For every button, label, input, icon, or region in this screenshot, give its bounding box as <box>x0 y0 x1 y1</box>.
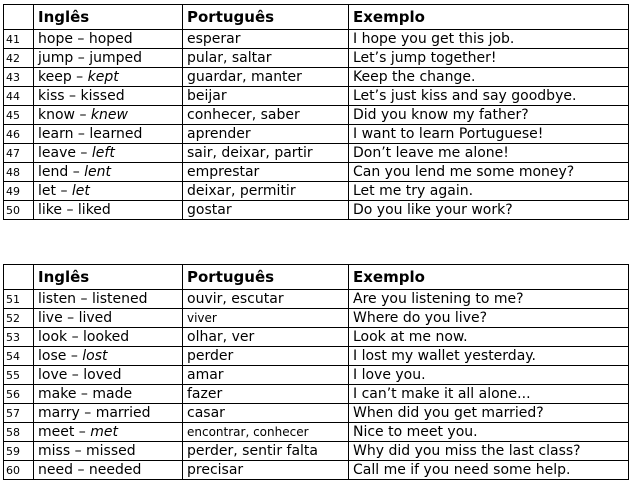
verb-base: live <box>38 309 63 326</box>
verb-past: looked <box>83 328 130 345</box>
verb-separator: – <box>75 106 91 123</box>
table-row <box>4 309 629 328</box>
portuguese-translation: aprender <box>183 125 349 144</box>
verb-separator: – <box>72 30 89 47</box>
table-row <box>4 423 629 442</box>
vocab-table-1 <box>3 4 629 220</box>
verb-past: liked <box>77 201 111 218</box>
table-row <box>4 385 629 404</box>
portuguese-translation: precisar <box>183 461 349 480</box>
verb-forms <box>34 461 183 480</box>
row-number: 59 <box>4 442 34 461</box>
verb-past: kept <box>87 68 119 85</box>
table-row <box>4 404 629 423</box>
verb-separator: – <box>73 49 90 66</box>
verb-base: lose <box>38 347 67 364</box>
table-row <box>4 182 629 201</box>
verb-forms <box>34 125 183 144</box>
verb-separator: – <box>75 144 92 161</box>
verb-separator: – <box>56 182 72 199</box>
header-example: Exemplo <box>349 265 629 290</box>
example-sentence: Did you know my father? <box>349 106 629 125</box>
verb-base: make <box>38 385 77 402</box>
verb-past: kissed <box>80 87 125 104</box>
verb-forms <box>34 404 183 423</box>
example-sentence: I lost my wallet yesterday. <box>349 347 629 366</box>
portuguese-translation: viver <box>183 309 349 328</box>
table-row <box>4 328 629 347</box>
verb-past: knew <box>90 106 128 123</box>
portuguese-translation: pular, saltar <box>183 49 349 68</box>
verb-base: kiss <box>38 87 65 104</box>
example-sentence: Let’s just kiss and say goodbye. <box>349 87 629 106</box>
portuguese-translation: guardar, manter <box>183 68 349 87</box>
verb-forms <box>34 347 183 366</box>
table-row <box>4 347 629 366</box>
table-row <box>4 144 629 163</box>
verb-base: like <box>38 201 63 218</box>
verb-past: left <box>91 144 115 161</box>
portuguese-translation: encontrar, conhecer <box>183 423 349 442</box>
table-row <box>4 49 629 68</box>
verb-past: married <box>95 404 151 421</box>
verb-past: let <box>71 182 90 199</box>
verb-forms <box>34 163 183 182</box>
row-number: 57 <box>4 404 34 423</box>
table-row <box>4 163 629 182</box>
example-sentence: Call me if you need some help. <box>349 461 629 480</box>
example-sentence: Are you listening to me? <box>349 290 629 309</box>
header-portuguese: Português <box>183 265 349 290</box>
verb-forms <box>34 30 183 49</box>
verb-base: listen <box>38 290 77 307</box>
portuguese-translation: deixar, permitir <box>183 182 349 201</box>
verb-forms <box>34 106 183 125</box>
table-row <box>4 68 629 87</box>
example-sentence: I want to learn Portuguese! <box>349 125 629 144</box>
row-number: 55 <box>4 366 34 385</box>
row-number: 58 <box>4 423 34 442</box>
row-number: 43 <box>4 68 34 87</box>
verb-base: let <box>38 182 56 199</box>
example-sentence: I love you. <box>349 366 629 385</box>
portuguese-translation: beijar <box>183 87 349 106</box>
verb-base: learn <box>38 125 74 142</box>
table-row <box>4 461 629 480</box>
row-number: 54 <box>4 347 34 366</box>
example-sentence: I can’t make it all alone... <box>349 385 629 404</box>
example-sentence: Keep the change. <box>349 68 629 87</box>
example-sentence: Let’s jump together! <box>349 49 629 68</box>
example-sentence: Do you like your work? <box>349 201 629 220</box>
verb-past: learned <box>89 125 143 142</box>
header-english: Inglês <box>34 265 183 290</box>
verb-separator: – <box>79 404 96 421</box>
table-header-row <box>4 265 629 290</box>
verb-separator: – <box>62 309 79 326</box>
verb-separator: – <box>62 201 78 218</box>
verb-forms <box>34 201 183 220</box>
table-row <box>4 125 629 144</box>
example-sentence: I hope you get this job. <box>349 30 629 49</box>
verb-base: marry <box>38 404 80 421</box>
verb-base: know <box>38 106 75 123</box>
row-number: 53 <box>4 328 34 347</box>
portuguese-translation: ouvir, escutar <box>183 290 349 309</box>
verb-base: meet <box>38 423 75 440</box>
verb-past: loved <box>83 366 122 383</box>
row-number: 49 <box>4 182 34 201</box>
portuguese-translation: perder <box>183 347 349 366</box>
table-body <box>4 30 629 220</box>
verb-separator: – <box>74 423 91 440</box>
verb-base: look <box>38 328 68 345</box>
portuguese-translation: perder, sentir falta <box>183 442 349 461</box>
verb-past: met <box>90 423 119 440</box>
example-sentence: When did you get married? <box>349 404 629 423</box>
portuguese-translation: olhar, ver <box>183 328 349 347</box>
verb-base: jump <box>38 49 74 66</box>
example-sentence: Why did you miss the last class? <box>349 442 629 461</box>
verb-base: keep <box>38 68 72 85</box>
portuguese-translation: amar <box>183 366 349 385</box>
example-sentence: Let me try again. <box>349 182 629 201</box>
verb-past: made <box>92 385 133 402</box>
verb-separator: – <box>64 87 81 104</box>
verb-separator: – <box>70 442 87 459</box>
header-portuguese: Português <box>183 5 349 30</box>
verb-forms <box>34 144 183 163</box>
verb-forms <box>34 49 183 68</box>
row-number: 48 <box>4 163 34 182</box>
example-sentence: Where do you live? <box>349 309 629 328</box>
verb-base: lend <box>38 163 69 180</box>
row-number: 45 <box>4 106 34 125</box>
example-sentence: Nice to meet you. <box>349 423 629 442</box>
verb-separator: – <box>68 163 85 180</box>
row-number: 51 <box>4 290 34 309</box>
vocab-table-2 <box>3 264 629 480</box>
table-row <box>4 442 629 461</box>
row-number: 46 <box>4 125 34 144</box>
row-number: 44 <box>4 87 34 106</box>
table-row <box>4 87 629 106</box>
verb-separator: – <box>76 290 92 307</box>
verb-separator: – <box>73 461 89 478</box>
verb-forms <box>34 309 183 328</box>
verb-past: hoped <box>88 30 133 47</box>
row-number: 52 <box>4 309 34 328</box>
verb-separator: – <box>71 68 88 85</box>
verb-separator: – <box>67 366 84 383</box>
row-number: 56 <box>4 385 34 404</box>
portuguese-translation: gostar <box>183 201 349 220</box>
verb-past: lost <box>82 347 108 364</box>
example-sentence: Can you lend me some money? <box>349 163 629 182</box>
header-example: Exemplo <box>349 5 629 30</box>
verb-forms <box>34 87 183 106</box>
verb-forms <box>34 328 183 347</box>
row-number: 47 <box>4 144 34 163</box>
verb-base: leave <box>38 144 76 161</box>
verb-separator: – <box>67 328 84 345</box>
portuguese-translation: emprestar <box>183 163 349 182</box>
portuguese-translation: conhecer, saber <box>183 106 349 125</box>
verb-forms <box>34 423 183 442</box>
verb-base: love <box>38 366 68 383</box>
verb-forms <box>34 385 183 404</box>
example-sentence: Don’t leave me alone! <box>349 144 629 163</box>
verb-base: miss <box>38 442 71 459</box>
header-number <box>4 5 34 30</box>
verb-past: missed <box>86 442 136 459</box>
verb-forms <box>34 68 183 87</box>
table-row <box>4 366 629 385</box>
table-row <box>4 106 629 125</box>
header-english: Inglês <box>34 5 183 30</box>
verb-forms <box>34 442 183 461</box>
verb-forms <box>34 366 183 385</box>
row-number: 60 <box>4 461 34 480</box>
table-row <box>4 290 629 309</box>
verb-past: lent <box>84 163 112 180</box>
verb-separator: – <box>76 385 93 402</box>
verb-separator: – <box>66 347 83 364</box>
verb-forms <box>34 290 183 309</box>
portuguese-translation: casar <box>183 404 349 423</box>
verb-past: jumped <box>89 49 142 66</box>
verb-forms <box>34 182 183 201</box>
portuguese-translation: esperar <box>183 30 349 49</box>
portuguese-translation: sair, deixar, partir <box>183 144 349 163</box>
table-header-row <box>4 5 629 30</box>
header-number <box>4 265 34 290</box>
verb-base: need <box>38 461 73 478</box>
verb-base: hope <box>38 30 73 47</box>
portuguese-translation: fazer <box>183 385 349 404</box>
verb-past: listened <box>91 290 148 307</box>
table-row <box>4 30 629 49</box>
table-row <box>4 201 629 220</box>
row-number: 42 <box>4 49 34 68</box>
row-number: 41 <box>4 30 34 49</box>
verb-past: lived <box>78 309 113 326</box>
verb-separator: – <box>73 125 90 142</box>
example-sentence: Look at me now. <box>349 328 629 347</box>
table-body <box>4 290 629 480</box>
verb-past: needed <box>88 461 142 478</box>
row-number: 50 <box>4 201 34 220</box>
